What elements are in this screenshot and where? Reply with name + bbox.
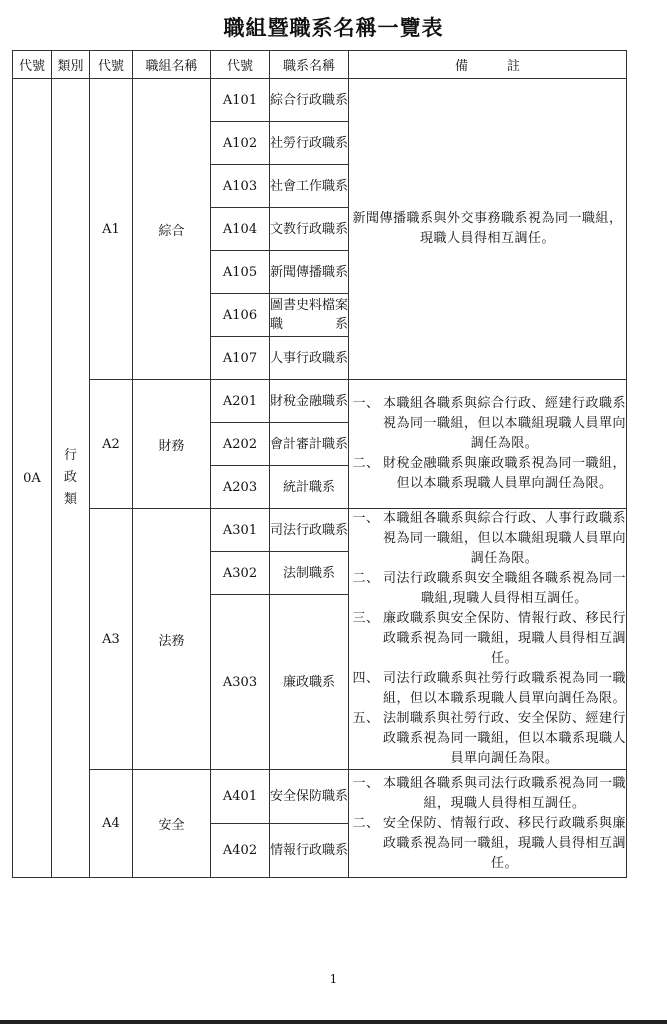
header-series-code: 代號 [211, 51, 270, 79]
remark-item [349, 774, 626, 814]
series-code: A301 [211, 509, 270, 552]
remark-item [349, 669, 626, 709]
group-code-cell: A2 [90, 380, 133, 509]
group-code-cell: A3 [90, 509, 133, 770]
remark-item [349, 709, 626, 769]
series-code: A106 [211, 294, 270, 337]
bottom-border [0, 1020, 667, 1024]
table-row [13, 79, 627, 122]
remark-number: 四、 [352, 671, 380, 686]
header-category-code: 代號 [13, 51, 52, 79]
remark-text: 本職組各職系與司法行政職系視為同一職組，現職人員得相互調任。 [383, 775, 627, 811]
series-code: A303 [211, 595, 270, 770]
series-code: A202 [211, 423, 270, 466]
series-code: A104 [211, 208, 270, 251]
remark-text: 司法行政職系與安全職組各職系視為同一職組,現職人員得相互調任。 [383, 571, 627, 606]
remark-text: 廉政職系與安全保防、情報行政、移民行政職系視為同一職組，現職人員得相互調任。 [383, 611, 627, 666]
page-title: 職組暨職系名稱一覽表 [223, 15, 444, 40]
remark-item [349, 609, 626, 669]
category-name: 行政類 [63, 448, 77, 507]
remark-number: 一、 [352, 775, 380, 791]
series-code: A201 [211, 380, 270, 423]
series-name: 人事行政職系 [270, 337, 349, 380]
remarks-cell [349, 509, 627, 770]
series-code: A103 [211, 165, 270, 208]
series-name: 情報行政職系 [270, 824, 349, 878]
remarks-cell [349, 380, 627, 509]
header-category: 類別 [52, 51, 90, 79]
remark-text: 法制職系與社勞行政、安全保防、經建行政職系視為同一職組，但以本職系現職人員單向調任為限。 [383, 711, 627, 766]
remark-number: 一、 [352, 511, 380, 526]
remark-item [349, 814, 626, 874]
series-code: A302 [211, 552, 270, 595]
series-code: A402 [211, 824, 270, 878]
remark-text: 新聞傳播職系與外交事務職系視為同一職組，現職人員得相互調任。 [352, 211, 623, 246]
series-name: 社會工作職系 [270, 165, 349, 208]
group-code-cell: A1 [90, 79, 133, 380]
series-name: 安全保防職系 [270, 770, 349, 824]
group-name-cell: 法務 [133, 509, 211, 770]
series-name: 圖書史料檔案職系 [270, 294, 349, 337]
remark-number: 三、 [352, 611, 380, 626]
series-code: A107 [211, 337, 270, 380]
header-series-name: 職系名稱 [270, 51, 349, 79]
group-name-cell: 安全 [133, 770, 211, 878]
group-name-cell: 綜合 [133, 79, 211, 380]
group-name-cell: 財務 [133, 380, 211, 509]
series-name: 法制職系 [270, 552, 349, 595]
category-code-cell: 0A [13, 79, 52, 878]
remark-text: 財稅金融職系與廉政職系視為同一職組，但以本職系現職人員單向調任為限。 [383, 456, 627, 491]
series-name: 財稅金融職系 [270, 380, 349, 423]
remark-number: 五、 [352, 711, 380, 726]
remark-number: 二、 [352, 456, 380, 471]
remark-number: 二、 [352, 571, 380, 586]
table-header-row [13, 51, 627, 79]
series-code: A401 [211, 770, 270, 824]
series-name: 廉政職系 [270, 595, 349, 770]
remarks-cell [349, 770, 627, 878]
remark-text: 本職組各職系與綜合行政、經建行政職系視為同一職組，但以本職組現職人員單向調任為限。 [383, 396, 627, 451]
remark-item [349, 394, 626, 454]
category-name-cell [52, 79, 90, 878]
remark-item [349, 569, 626, 609]
series-name: 綜合行政職系 [270, 79, 349, 122]
series-code: A203 [211, 466, 270, 509]
remark-number: 二、 [352, 815, 380, 831]
series-name: 統計職系 [270, 466, 349, 509]
group-code-cell: A4 [90, 770, 133, 878]
remark-item [349, 509, 626, 569]
series-name: 司法行政職系 [270, 509, 349, 552]
page-number: 1 [329, 972, 338, 986]
remark-text: 安全保防、情報行政、移民行政職系與廉政職系視為同一職組，現職人員得相互調任。 [383, 815, 627, 871]
remark-number: 一、 [352, 396, 380, 411]
remark-text: 本職組各職系與綜合行政、人事行政職系視為同一職組，但以本職組現職人員單向調任為限。 [383, 511, 627, 566]
series-code: A102 [211, 122, 270, 165]
header-group-name: 職組名稱 [133, 51, 211, 79]
series-name: 文教行政職系 [270, 208, 349, 251]
series-name: 會計審計職系 [270, 423, 349, 466]
table-row [13, 770, 627, 824]
remark-text: 司法行政職系與社勞行政職系視為同一職組，但以本職系現職人員單向調任為限。 [383, 671, 627, 706]
series-code: A105 [211, 251, 270, 294]
header-group-code: 代號 [90, 51, 133, 79]
series-name: 新聞傳播職系 [270, 251, 349, 294]
series-code: A101 [211, 79, 270, 122]
remark-item [349, 454, 626, 494]
remarks-cell [349, 79, 627, 380]
table-row [13, 380, 627, 423]
header-remarks: 備 註 [349, 51, 627, 79]
series-name: 社勞行政職系 [270, 122, 349, 165]
job-series-table [12, 50, 627, 878]
table-row [13, 509, 627, 552]
